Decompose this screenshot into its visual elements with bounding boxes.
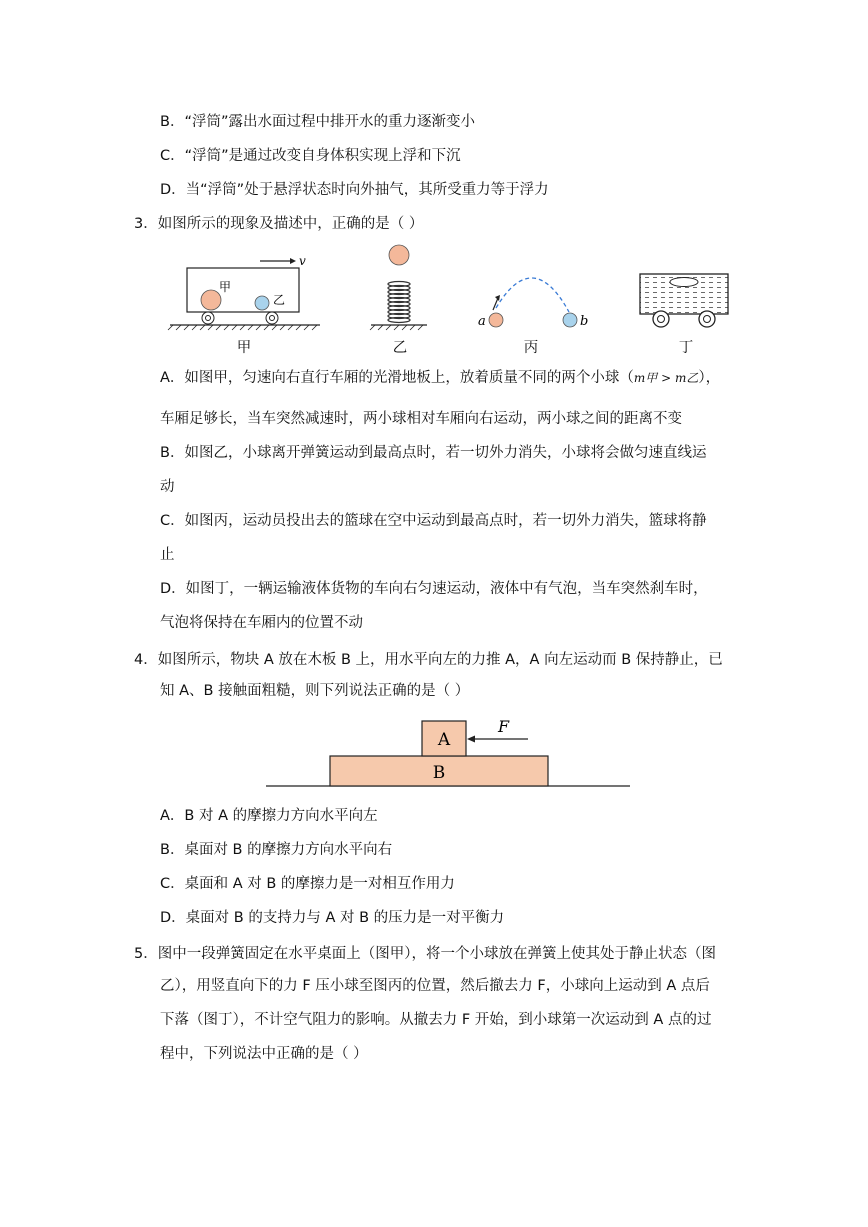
ball-yi <box>255 296 269 310</box>
caption-ding: 丁 <box>678 340 694 356</box>
q4-option-c: C．桌面和 A 对 B 的摩擦力是一对相互作用力 <box>160 876 455 892</box>
q3-option-c-line2: 止 <box>160 547 175 563</box>
ball-yi-label: 乙 <box>273 293 286 307</box>
q5-stem-line3: 下落（图丁），不计空气阻力的影响。从撤去力 F 开始，到小球第一次运动到 A 点的过 <box>160 1012 712 1028</box>
q3-option-a-end: ）， <box>698 370 721 386</box>
q4-stem-line1: 4．如图所示，物块 A 放在木板 B 上，用水平向左的力推 A，A 向左运动而 B 保持静止，已 <box>134 652 723 668</box>
q4-option-d: D．桌面对 B 的支持力与 A 对 B 的压力是一对平衡力 <box>160 910 505 926</box>
figure-blocks <box>266 712 632 790</box>
q5-stem-line4: 程中，下列说法中正确的是（ ） <box>160 1046 368 1062</box>
q3-option-a-text: A．如图甲，匀速向右直行车厢的光滑地板上，放着质量不同的两个小球（ <box>160 370 634 386</box>
q3-option-c-line1: C．如图丙，运动员投出去的篮球在空中运动到最高点时，若一切外力消失，篮球将静 <box>160 513 707 529</box>
point-b-label: b <box>580 314 589 329</box>
force-label: F <box>498 717 510 736</box>
q4-option-b: B．桌面对 B 的摩擦力方向水平向右 <box>160 842 393 858</box>
q3-option-d-line1: D．如图丁，一辆运输液体货物的车向右匀速运动，液体中有气泡，当车突然刹车时， <box>160 581 708 597</box>
ball-above-spring <box>389 245 409 265</box>
q2-option-b: B．“浮筒”露出水面过程中排开水的重力逐渐变小 <box>160 114 475 130</box>
trajectory-curve <box>496 278 569 312</box>
spring-coil <box>388 282 410 323</box>
q4-stem-line2: 知 A、B 接触面粗糙，则下列说法正确的是（ ） <box>160 683 470 699</box>
point-a-label: a <box>478 314 486 329</box>
ball-jia-label: 甲 <box>219 280 232 294</box>
figure-ding-truck <box>636 270 736 335</box>
q2-option-c: C．“浮筒”是通过改变自身体积实现上浮和下沉 <box>160 148 461 164</box>
figure-yi-spring <box>365 238 435 335</box>
board-b-label: B <box>432 763 446 783</box>
q2-option-d: D．当“浮筒”处于悬浮状态时向外抽气，其所受重力等于浮力 <box>160 182 549 198</box>
air-bubble <box>670 278 698 287</box>
q3-option-d-line2: 气泡将保持在车厢内的位置不动 <box>160 615 363 631</box>
ball-jia <box>201 290 221 310</box>
q3-stem: 3．如图所示的现象及描述中，正确的是（ ） <box>134 216 424 232</box>
ball-a <box>489 313 503 327</box>
figure-jia-cart <box>165 250 325 335</box>
q5-stem-line1: 5．图中一段弹簧固定在水平桌面上（图甲），将一个小球放在弹簧上使其处于静止状态（图 <box>134 946 716 962</box>
q3-option-a-line2: 车厢足够长，当车突然减速时，两小球相对车厢向右运动，两小球之间的距离不变 <box>160 411 682 427</box>
q3-option-b-line2: 动 <box>160 479 175 495</box>
q5-stem-line2: 乙），用竖直向下的力 F 压小球至图丙的位置，然后撤去力 F，小球向上运动到 A 点后 <box>160 978 710 994</box>
q3-option-a-line1 <box>160 368 720 388</box>
mass-inequality: m甲 > m乙 <box>633 371 699 385</box>
velocity-label: v <box>299 254 306 268</box>
figure-bing-trajectory <box>472 268 592 336</box>
ball-b <box>563 313 577 327</box>
caption-bing: 丙 <box>523 340 539 356</box>
q3-option-b-line1: B．如图乙，小球离开弹簧运动到最高点时，若一切外力消失，小球将会做匀速直线运 <box>160 445 707 461</box>
block-a-label: A <box>437 730 451 750</box>
q4-option-a: A．B 对 A 的摩擦力方向水平向左 <box>160 808 378 824</box>
caption-yi: 乙 <box>392 340 408 356</box>
caption-jia: 甲 <box>236 340 252 356</box>
